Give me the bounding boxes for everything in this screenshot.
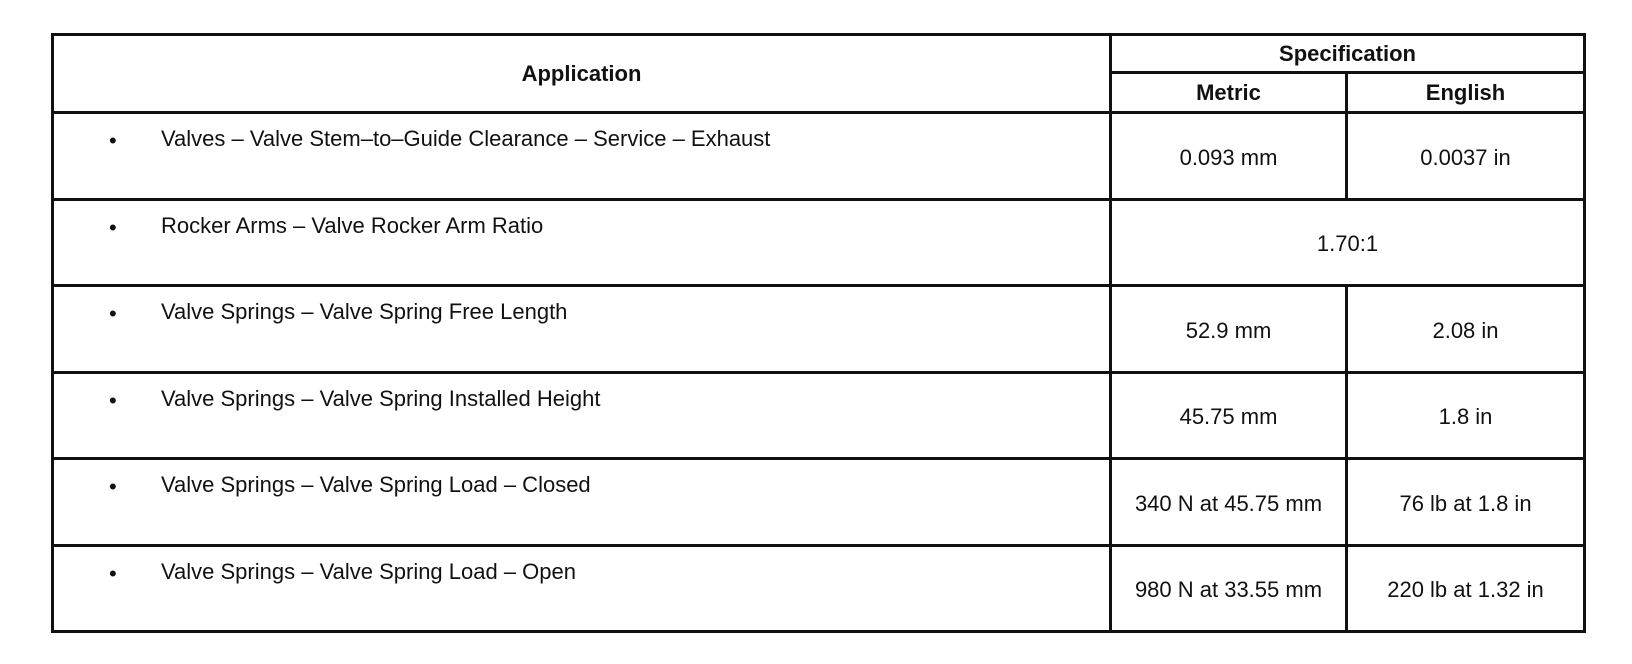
application-header: Application (53, 35, 1111, 113)
metric-value: 980 N at 33.55 mm (1111, 545, 1347, 632)
application-text: Valves – Valve Stem–to–Guide Clearance – Service – Exhaust (161, 126, 771, 151)
table-row (53, 113, 1585, 200)
application-cell (53, 459, 1111, 546)
metric-value: 0.093 mm (1111, 113, 1347, 200)
specification-table (51, 33, 1586, 633)
header-row-top (53, 35, 1585, 73)
english-value: 2.08 in (1347, 286, 1585, 373)
application-text: Valve Springs – Valve Spring Load – Closed (161, 472, 591, 497)
english-value: 220 lb at 1.32 in (1347, 545, 1585, 632)
bullet-icon: • (109, 474, 117, 499)
metric-value: 340 N at 45.75 mm (1111, 459, 1347, 546)
application-cell (53, 545, 1111, 632)
application-text: Rocker Arms – Valve Rocker Arm Ratio (161, 212, 544, 238)
english-value: 1.8 in (1347, 372, 1585, 459)
bullet-icon: • (109, 128, 117, 153)
application-cell (53, 199, 1111, 286)
specification-header: Specification (1111, 35, 1585, 73)
bullet-icon: • (109, 387, 117, 413)
application-text: Valve Springs – Valve Spring Installed Height (161, 385, 601, 411)
application-cell (53, 113, 1111, 200)
bullet-icon: • (109, 560, 117, 586)
table-row (53, 459, 1585, 546)
table-row (53, 199, 1585, 286)
application-text: Valve Springs – Valve Spring Free Length (161, 299, 568, 324)
english-value: 0.0037 in (1347, 113, 1585, 200)
english-value: 76 lb at 1.8 in (1347, 459, 1585, 546)
table-row (53, 372, 1585, 459)
application-text: Valve Springs – Valve Spring Load – Open (161, 558, 577, 584)
metric-header: Metric (1111, 73, 1347, 113)
english-header: English (1347, 73, 1585, 113)
metric-value: 45.75 mm (1111, 372, 1347, 459)
bullet-icon: • (109, 214, 117, 240)
combined-value: 1.70:1 (1111, 199, 1585, 286)
table-row (53, 286, 1585, 373)
application-cell (53, 286, 1111, 373)
application-cell (53, 372, 1111, 459)
table-row (53, 545, 1585, 632)
metric-value: 52.9 mm (1111, 286, 1347, 373)
bullet-icon: • (109, 301, 117, 326)
